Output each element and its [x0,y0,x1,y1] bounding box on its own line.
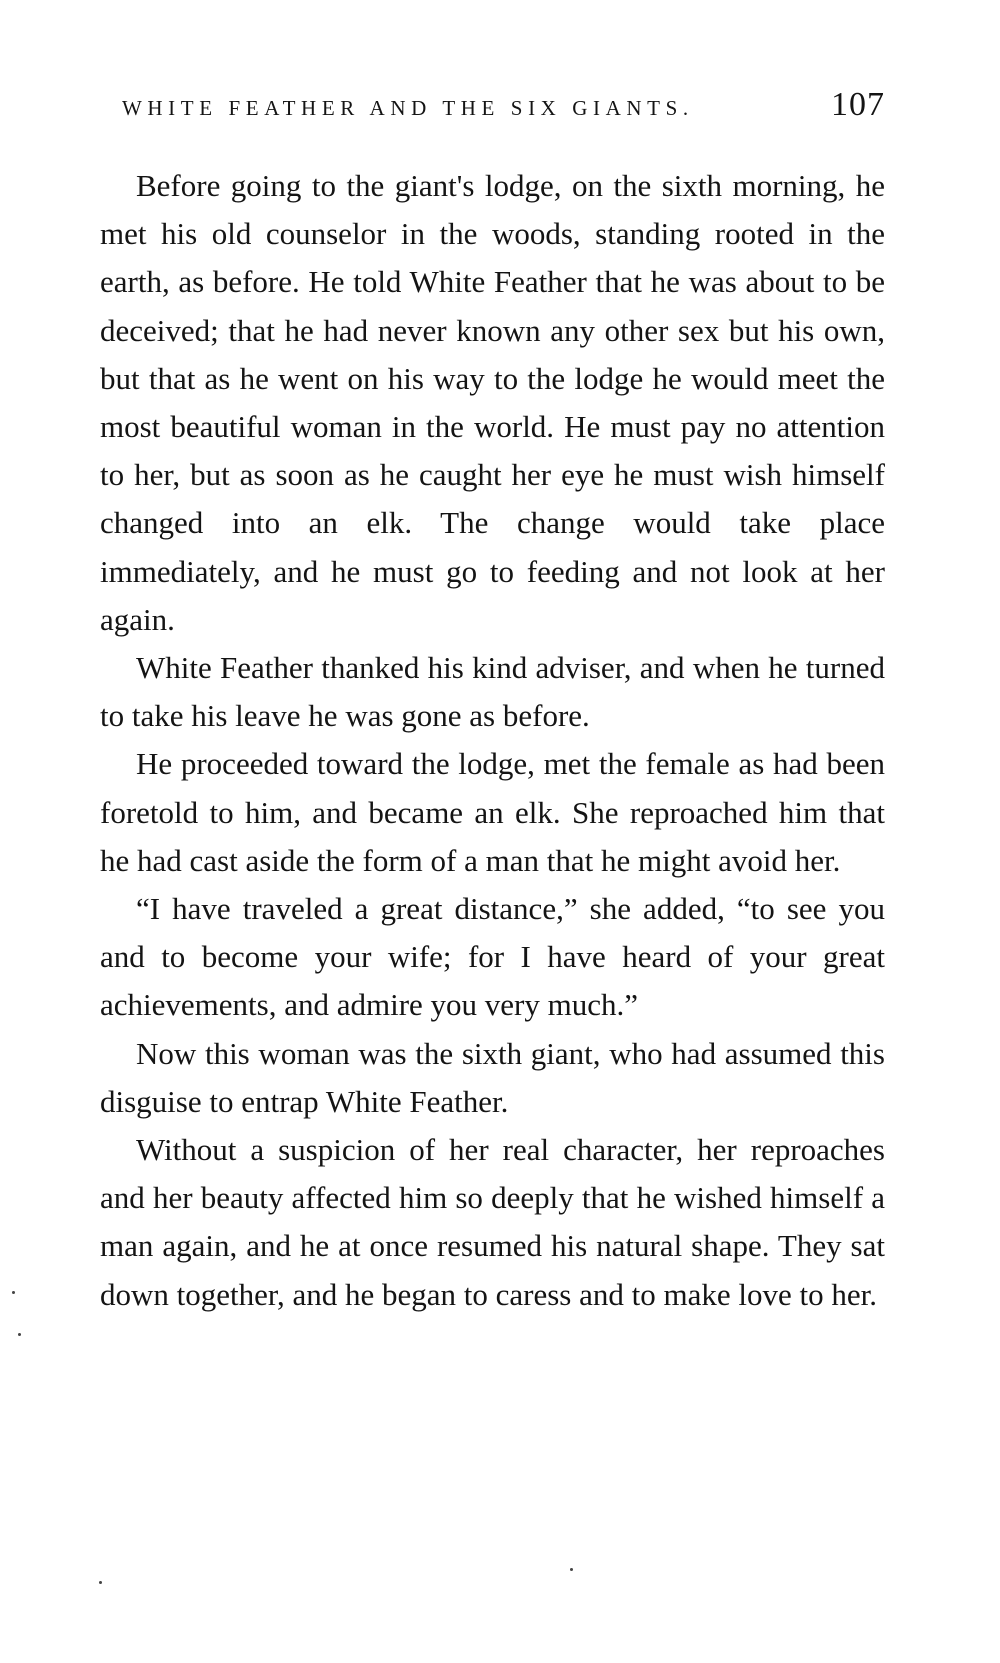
paragraph: Before going to the giant's lodge, on the sixth morning, he met his old counselor in the woods, standing rooted in the earth, as before. He told White Feather that he was about to be deceived; that he had never known any other sex but his own, but that as he went on his way to the lodge he would meet the most beautiful woman in the world. He must pay no attention to her, but as soon as he caught her eye he must wish himself changed into an elk. The change would take place immediately, and he must go to feeding and not look at her again. [100,168,885,637]
running-title: WHITE FEATHER AND THE SIX GIANTS. [122,96,694,120]
paragraph: Without a suspicion of her real character, her reproaches and her beauty affected him so deeply that he wished himself a man again, and he at once resumed his natural shape. They sat down together, and he began to caress and to make love to her. [100,1132,885,1312]
body-text [100,162,885,1319]
paragraph: Now this woman was the sixth giant, who had assumed this disguise to entrap White Feather. [100,1035,885,1119]
margin-speck [12,1291,15,1294]
paragraph: White Feather thanked his kind adviser, and when he turned to take his leave he was gone as before. [100,650,885,734]
paragraph: He proceeded toward the lodge, met the female as had been foretold to him, and became an elk. She reproached him that he had cast aside the form of a man that he might avoid her. [100,746,885,878]
running-header [100,86,885,134]
margin-speck [99,1581,102,1584]
margin-speck [18,1333,21,1336]
paragraph: “I have traveled a great distance,” she added, “to see you and to become your wife; for I have heard of your great achievements, and admire you very much.” [100,891,885,1023]
page-number: 107 [831,86,885,123]
book-page [100,86,885,1319]
margin-speck [570,1568,573,1571]
